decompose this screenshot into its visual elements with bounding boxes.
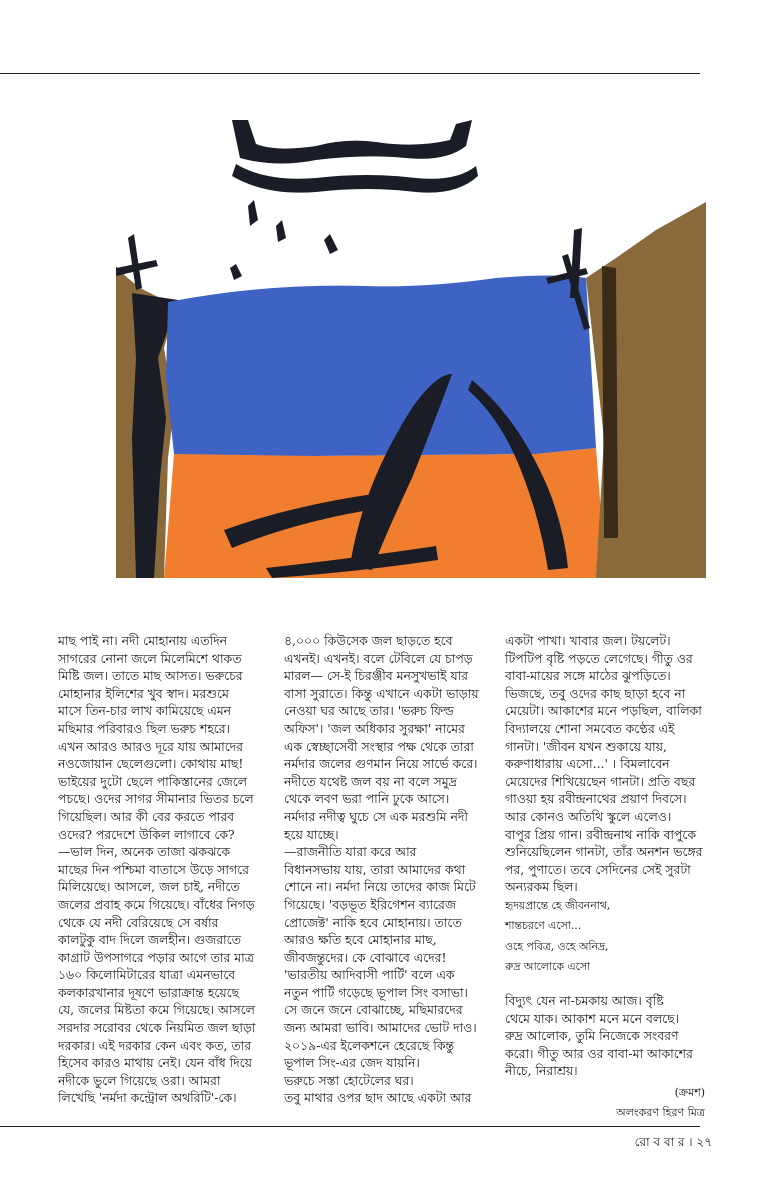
illustration <box>116 118 706 578</box>
water <box>166 276 596 459</box>
right-cliff-crack <box>602 266 618 538</box>
song-verse: হৃদয়প্রান্তে হে জীবননাথ, শান্তচরণে এসো... ওহে পবিত্র, ওহে অনিদ্র, রুদ্র আলোকে এসো <box>505 898 611 974</box>
illustration-credit: অলংকরণ হিরণ মিত্র <box>616 1105 705 1119</box>
page-footer: রো ব বা র । ২৭ <box>634 1135 712 1149</box>
column-2-text: ৪,০০০ কিউসেক জল ছাড়তে হবে এখনই। এখনই। বলে টেবিলে যে চাপড় মারল— সে-ই চিরঞ্জীব মনসুখভাই যার বাসা সুরাতে। কিন্তু এখানে একটা ভাড়ায় নেওয়া ঘর আছে তার। 'ভরুচ ফিল্ড অফিস'। 'জল অধিকার সুরক্ষা' নামের এক স্বেচ্ছাসেবী সংস্থার পক্ষ থেকে তারা নর্মদার জলের গুণমান নিয়ে সার্ভে করে। নদীতে যথেষ্ট জল বয় না বলে সমুদ্র থেকে লবণ ভরা পানি ঢুকে আসে। নর্মদার নদীত্ব ঘুচে সে এক মরশুমি নদী হয়ে যাচ্ছে। —রাজনীতি যারা করে আর বিধানসভায় যায়, তারা আমাদের কথা শোনে না। নর্মদা নিয়ে তাদের কাজ মিটে গিয়েছে। 'বড়ভূত ইরিগেশন ব্যারেজ প্রোজেক্ট' নাকি হবে মোহানায়। তাতে আরও ক্ষতি হবে মোহানার মাছ, জীবজন্তুদের। কে বোঝাবে এদের! 'ভারতীয় আদিবাসী পার্টি' বলে এক নতুন পার্টি গড়েছে ভূপাল সিং বসাভা। সে জনে জনে বোঝাচ্ছে, মছিমারদের জন্য আমরা ভাবি। আমাদের ভোট দাও। ২০১৯-এর ইলেকশনে হেরেছে কিন্তু ভূপাল সিং-এর জেদ যায়নি। ভরুচে সস্তা হোটেলের ঘর। তবু মাথার ওপর ছাদ আছে একটা আর <box>284 633 479 1106</box>
bottom-rule <box>0 1126 700 1127</box>
river-painting <box>116 118 706 578</box>
column-3-text: একটা পাখা। খাবার জল। টয়লেট। টিপটিপ বৃষ্টি পড়তে লেগেছে। গীতু ওর বাবা-মায়ের সঙ্গে মাঠের ঝুপড়িতে। ভিজছে, তবু ওদের কাছ ছাড়া হবে না মেয়েটা। আকাশের মনে পড়ছিল, বালিকা বিদ্যালয়ে শোনা সমবেত কণ্ঠের এই গানটা। 'জীবন যখন শুকায়ে যায়, করুণাধারায় এসো...' । বিমলাবেন মেয়েদের শিখিয়েছেন গানটা। প্রতি বছর গাওয়া হয় রবীন্দ্রনাথের প্রয়াণ দিবসে। আর কোনও অতিথি স্কুলে এলেও। বাপুর প্রিয় গান। রবীন্দ্রনাথ নাকি বাপুকে শুনিয়েছিলেন গানটা, তাঁর অনশন ভঙ্গের পর, পুণাতে। তবে সেদিনের সেই সুরটা অন্যরকম ছিল। <box>505 633 703 895</box>
article-column-1 <box>58 632 273 1107</box>
column-3-closing-text: বিদ্যুৎ যেন না-চমকায় আজ। বৃষ্টি থেমে যাক। আকাশ মনে মনে বলছে। রুদ্র আলোক, তুমি নিজেকে সংবরণ করো। গীতু আর ওর বাবা-মা আকাশের নীচে, নিরাশ্রয়। <box>505 992 693 1079</box>
article-column-3 <box>505 632 705 1122</box>
top-rule <box>0 73 700 74</box>
to-be-continued: (ক্রমশ) <box>674 1085 705 1099</box>
article-column-2 <box>284 632 496 1107</box>
column-1-text: মাছ পাই না। নদী মোহানায় এতদিন সাগরের নোনা জলে মিলেমিশে থাকত মিষ্টি জল। তাতে মাছ আসত। ভরুচের মোহানার ইলিশের খুব স্বাদ। মরশুমে মাসে তিন-চার লাখ কামিয়েছে এমন মছিমার পরিবারও ছিল ভরুচ শহরে। এখন আরও আরও দূরে যায় আমাদের নওজোয়ান ছেলেগুলো। কোথায় মাছ! ভাইয়ের দুটো ছেলে পাকিস্তানের জেলে পচছে। ওদের সাগর সীমানার ভিতর চলে গিয়েছিল। আর কী বের করতে পারব ওদের? পরদেশে উকিল লাগাবে কে? —ভাল দিন, অনেক তাজা ঝকঝকে মাছের দিন পশ্চিমা বাতাসে উড়ে সাগরে মিলিয়েছে। আসলে, জল চাই, নদীতে জলের প্রবাহ কমে গিয়েছে। বাঁধের নিগড় থেকে যে নদী বেরিয়েছে সে বর্ষার কালটুকু বাদ দিলে জলহীন। গুজরাতে কাগ্রাট উপসাগরে পড়ার আগে তার মাত্র ১৬০ কিলোমিটারের যাত্রা এমনভাবে কলকারখানার দূষণে ভারাক্রান্ত হয়েছে যে, জলের মিষ্টতা কমে গিয়েছে। আসলে সরদার সরোবর থেকে নিয়মিত জল ছাড়া দরকার। এই দরকার কেন এবং কত, তার হিসেব কারও মাথায় নেই। যেন বাঁধ দিয়ে নদীকে ভুলে গিয়েছে ওরা। আমরা লিখেছি 'নর্মদা কন্ট্রোল অথরিটি'-কে। <box>58 633 256 1106</box>
